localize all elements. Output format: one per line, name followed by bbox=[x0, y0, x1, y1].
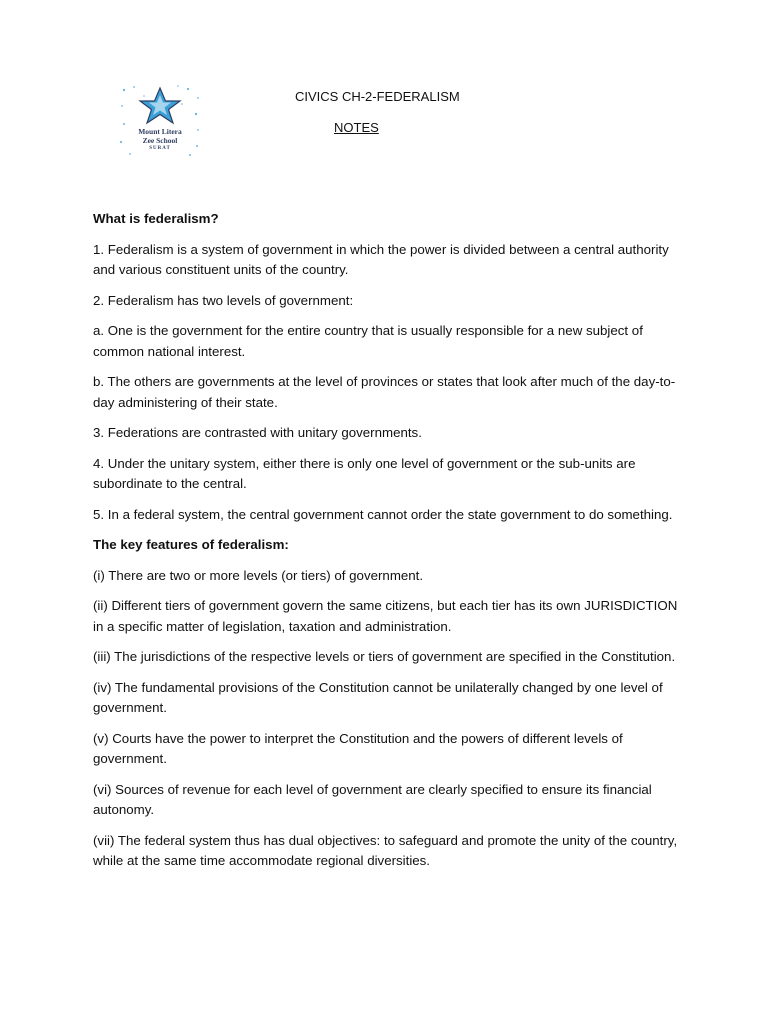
paragraph: (i) There are two or more levels (or tiers) of government. bbox=[93, 567, 424, 583]
paragraph: 1. Federalism is a system of government in which the power is divided between a central authority and various constituent units of the country. bbox=[93, 241, 669, 277]
paragraph: a. One is the government for the entire country that is usually responsible for a new subject of common national interest. bbox=[93, 323, 643, 359]
logo-line-3: SURAT bbox=[149, 146, 171, 151]
paragraph: (iii) The jurisdictions of the respective levels or tiers of government are specified in the Constitution. bbox=[93, 649, 676, 664]
paragraph: (v) Courts have the power to interpret the Constitution and the powers of different levels of government. bbox=[93, 730, 623, 766]
section-heading: The key features of federalism: bbox=[93, 537, 289, 552]
paragraph: (vii) The federal system thus has dual objectives: to safeguard and promote the unity of the country, while at the same time accommodate regional diversities. bbox=[93, 832, 678, 868]
school-logo bbox=[118, 84, 202, 158]
paragraph: 4. Under the unitary system, either there is only one level of government or the sub-units are subordinate to the central. bbox=[93, 455, 636, 491]
paragraph: b. The others are governments at the level of provinces or states that look after much of the day-to-day administering of their state. bbox=[93, 374, 676, 410]
section-heading: What is federalism? bbox=[93, 211, 219, 226]
paragraph: 2. Federalism has two levels of government: bbox=[93, 292, 354, 308]
paragraph: (iv) The fundamental provisions of the Constitution cannot be unilaterally changed by one level of government. bbox=[93, 679, 663, 715]
logo-line-1: Mount Litera bbox=[138, 127, 182, 136]
paragraph: 5. In a federal system, the central government cannot order the state government to do something. bbox=[93, 506, 673, 522]
paragraph: (ii) Different tiers of government govern the same citizens, but each tier has its own JURISDICTION in a specific matter of legislation, taxation and administration. bbox=[93, 598, 678, 634]
document-body bbox=[93, 209, 678, 882]
logo-line-2: Zee School bbox=[142, 136, 178, 145]
notes-subtitle: NOTES bbox=[334, 120, 379, 135]
paragraph: 3. Federations are contrasted with unitary governments. bbox=[93, 425, 422, 440]
page-title: CIVICS CH-2-FEDERALISM bbox=[295, 89, 460, 104]
paragraph: (vi) Sources of revenue for each level of government are clearly specified to ensure its financial autonomy. bbox=[93, 781, 652, 817]
